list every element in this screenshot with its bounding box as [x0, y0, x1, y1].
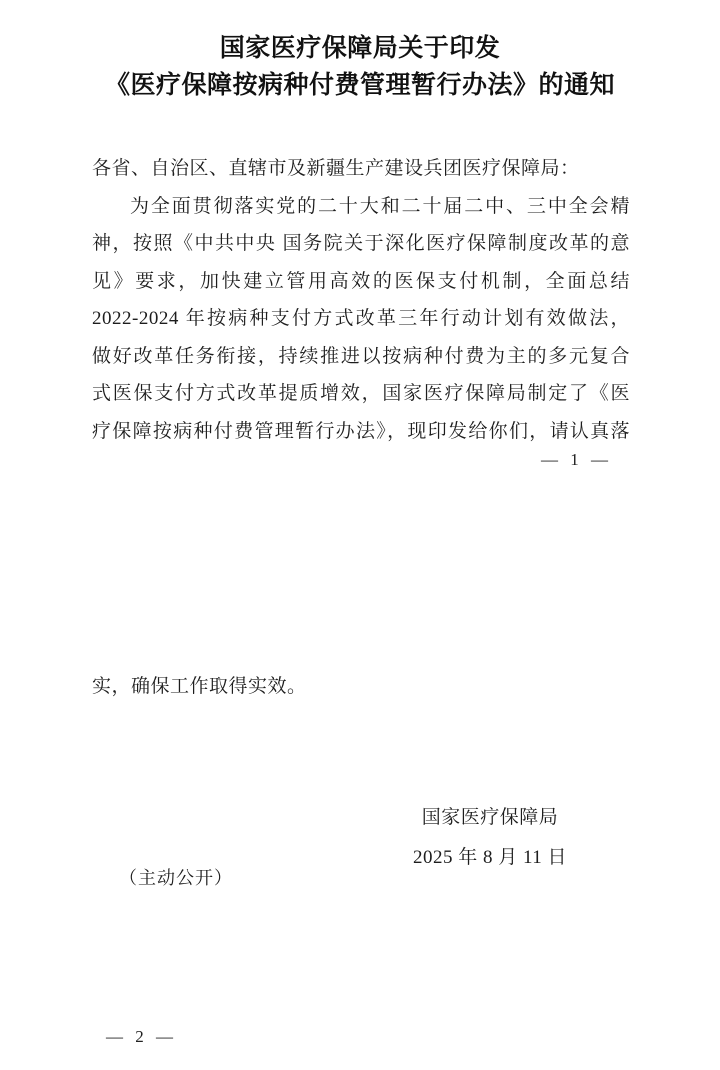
disclosure-note: （主动公开） — [119, 868, 233, 888]
document-body — [92, 150, 630, 450]
signature-date: 2025 年 8 月 11 日 — [412, 847, 568, 868]
body-line: 做好改革任务衔接，持续推进以按病种付费为主的多元复合 — [92, 345, 630, 367]
document-title — [0, 30, 720, 104]
salutation-line: 各省、自治区、直辖市及新疆生产建设兵团医疗保障局： — [92, 158, 580, 179]
document-title-line-1: 国家医疗保障局关于印发 — [219, 35, 501, 62]
signature-block — [340, 798, 640, 878]
page-number-2: — 2 — — [106, 1027, 177, 1046]
body-line: 神，按照《中共中央 国务院关于深化医疗保障制度改革的意 — [92, 233, 630, 254]
body-line: 疗保障按病种付费管理暂行办法》，现印发给你们，请认真落 — [92, 420, 630, 442]
signer-name: 国家医疗保障局 — [421, 807, 559, 828]
body-line: 见》要求，加快建立管用高效的医保支付机制，全面总结 — [92, 270, 630, 292]
document-title-line-2: 《医疗保障按病种付费管理暂行办法》的通知 — [104, 72, 615, 99]
body-line: 为全面贯彻落实党的二十大和二十届二中、三中全会精 — [130, 195, 630, 217]
page-number-1: — 1 — — [541, 450, 612, 469]
body-line: 2022-2024 年按病种支付方式改革三年行动计划有效做法， — [92, 308, 630, 329]
continuation-line: 实，确保工作取得实效。 — [92, 676, 307, 697]
body-line: 式医保支付方式改革提质增效，国家医疗保障局制定了《医 — [92, 383, 630, 404]
